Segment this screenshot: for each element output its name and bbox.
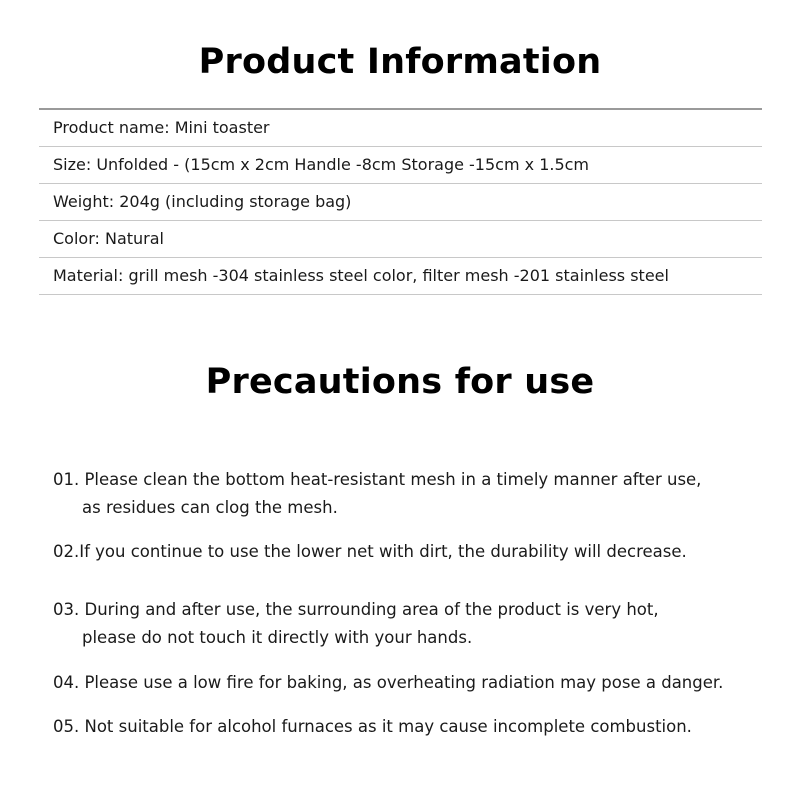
info-row-weight: Weight: 204g (including storage bag)	[39, 184, 762, 221]
precaution-item-03	[53, 596, 773, 652]
precaution-line: 04. Please use a low fire for baking, as overheating radiation may pose a danger.	[53, 673, 724, 692]
info-row-material: Material: grill mesh -304 stainless steel color, filter mesh -201 stainless steel	[39, 258, 762, 295]
product-info-table	[39, 108, 762, 295]
precaution-line: 01. Please clean the bottom heat-resistant mesh in a timely manner after use,	[53, 470, 702, 489]
precaution-line: 03. During and after use, the surrounding area of the product is very hot,	[53, 600, 659, 619]
precaution-line: 02.If you continue to use the lower net with dirt, the durability will decrease.	[53, 542, 687, 561]
precaution-line-continued: as residues can clog the mesh.	[82, 498, 338, 517]
precaution-item-02	[53, 538, 773, 566]
product-information-title: Product Information	[198, 42, 602, 82]
precaution-item-01	[53, 466, 773, 522]
info-row-product-name: Product name: Mini toaster	[39, 110, 762, 147]
precaution-item-04	[53, 669, 773, 697]
precautions-title: Precautions for use	[205, 362, 595, 402]
info-row-size: Size: Unfolded - (15cm x 2cm Handle -8cm Storage -15cm x 1.5cm	[39, 147, 762, 184]
precaution-line: 05. Not suitable for alcohol furnaces as it may cause incomplete combustion.	[53, 717, 692, 736]
precaution-item-05	[53, 713, 773, 741]
precaution-line-continued: please do not touch it directly with your hands.	[82, 628, 473, 647]
info-row-color: Color: Natural	[39, 221, 762, 258]
